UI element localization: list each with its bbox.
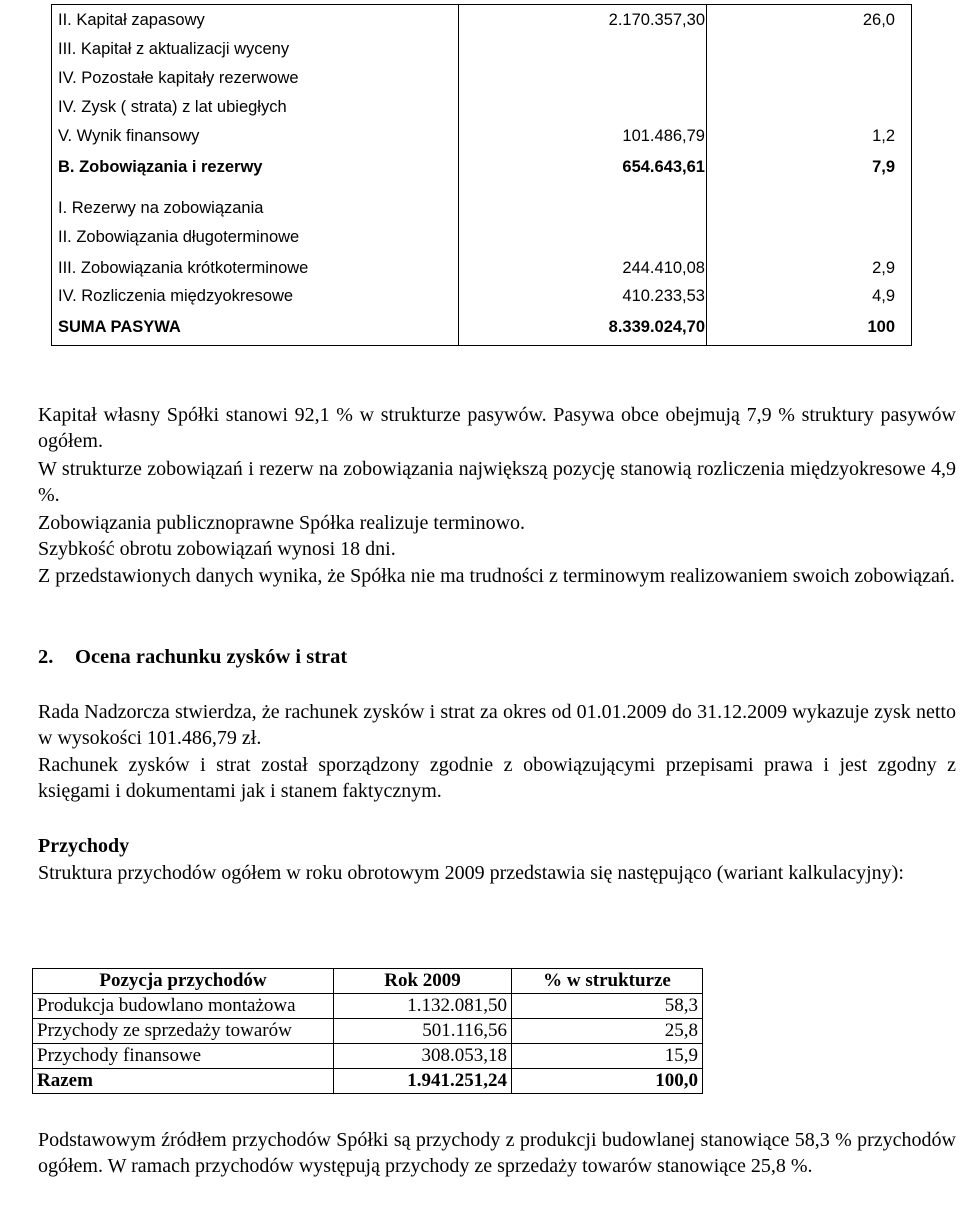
paragraph: W strukturze zobowiązań i rezerw na zobowiązania największą pozycję stanowią rozliczenia międzyokresowe 4,9 %. bbox=[38, 458, 956, 506]
row-label: III. Zobowiązania krótkoterminowe bbox=[58, 259, 309, 277]
table-row bbox=[52, 314, 911, 342]
table-row bbox=[52, 195, 911, 223]
table-row bbox=[52, 94, 911, 122]
table-total-row bbox=[33, 1069, 703, 1094]
row-value: 8.339.024,70 bbox=[608, 318, 705, 336]
table-cell: 100,0 bbox=[512, 1069, 703, 1094]
row-percent: 1,2 bbox=[872, 127, 895, 145]
row-label: I. Rezerwy na zobowiązania bbox=[58, 199, 264, 217]
row-percent: 26,0 bbox=[862, 11, 895, 29]
table-row bbox=[52, 36, 911, 64]
table-cell: 25,8 bbox=[512, 1019, 703, 1044]
section-heading bbox=[38, 646, 347, 669]
row-label: V. Wynik finansowy bbox=[58, 127, 200, 145]
paragraph: Zobowiązania publicznoprawne Spółka realizuje terminowo. bbox=[38, 512, 526, 534]
column-header: Rok 2009 bbox=[334, 969, 512, 994]
row-label: IV. Rozliczenia międzyokresowe bbox=[58, 287, 294, 305]
table-header-row bbox=[33, 969, 703, 994]
table-cell: Przychody finansowe bbox=[33, 1044, 334, 1069]
table-cell: Produkcja budowlano montażowa bbox=[33, 994, 334, 1019]
table-row bbox=[52, 224, 911, 252]
row-value: 244.410,08 bbox=[622, 259, 705, 277]
row-value: 2.170.357,30 bbox=[608, 11, 705, 29]
table-cell: 15,9 bbox=[512, 1044, 703, 1069]
row-value: 410.233,53 bbox=[622, 287, 705, 305]
table-row bbox=[33, 1019, 703, 1044]
row-label: IV. Zysk ( strata) z lat ubiegłych bbox=[58, 98, 287, 116]
row-percent: 4,9 bbox=[872, 287, 895, 305]
column-header: % w strukturze bbox=[512, 969, 703, 994]
row-label: II. Zobowiązania długoterminowe bbox=[58, 228, 300, 246]
table-cell: 1.941.251,24 bbox=[334, 1069, 512, 1094]
row-label: IV. Pozostałe kapitały rezerwowe bbox=[58, 69, 299, 87]
paragraph: Rada Nadzorcza stwierdza, że rachunek zysków i strat za okres od 01.01.2009 do 31.12.2009 wykazuje zysk netto w wysokości 101.486,79 zł. bbox=[38, 701, 956, 749]
table-cell: 58,3 bbox=[512, 994, 703, 1019]
table-row bbox=[52, 283, 911, 311]
table-cell: 1.132.081,50 bbox=[334, 994, 512, 1019]
paragraph: Rachunek zysków i strat został sporządzony zgodnie z obowiązującymi przepisami prawa i jest zgodny z księgami i dokumentami jak i stanem faktycznym. bbox=[38, 754, 956, 802]
revenue-table bbox=[32, 968, 703, 1094]
paragraph: Kapitał własny Spółki stanowi 92,1 % w strukturze pasywów. Pasywa obce obejmują 7,9 % struktury pasywów ogółem. bbox=[38, 404, 956, 452]
table-row bbox=[52, 154, 911, 182]
table-row bbox=[52, 65, 911, 93]
row-label: II. Kapitał zapasowy bbox=[58, 11, 205, 29]
table-row bbox=[52, 7, 911, 35]
paragraph: Z przedstawionych danych wynika, że Spółka nie ma trudności z terminowym realizowaniem swoich zobowiązań. bbox=[38, 565, 955, 587]
row-value: 654.643,61 bbox=[622, 158, 705, 176]
pasywa-table bbox=[51, 4, 912, 346]
table-row bbox=[52, 123, 911, 151]
row-label: SUMA PASYWA bbox=[58, 318, 181, 336]
section-number: 2. bbox=[38, 646, 54, 668]
row-value: 101.486,79 bbox=[622, 127, 705, 145]
table-cell: 501.116,56 bbox=[334, 1019, 512, 1044]
paragraph: Podstawowym źródłem przychodów Spółki są przychody z produkcji budowlanej stanowiące 58,3 % przychodów ogółem. W ramach przychodów występują przychody ze sprzedaży towarów stanowiące 25,8 %. bbox=[38, 1129, 956, 1177]
table-cell: Razem bbox=[33, 1069, 334, 1094]
row-percent: 100 bbox=[867, 318, 895, 336]
row-percent: 7,9 bbox=[872, 158, 895, 176]
table-row bbox=[33, 994, 703, 1019]
table-row bbox=[52, 255, 911, 283]
table-cell: 308.053,18 bbox=[334, 1044, 512, 1069]
subheading: Przychody bbox=[38, 835, 130, 857]
row-label: III. Kapitał z aktualizacji wyceny bbox=[58, 40, 290, 58]
column-header: Pozycja przychodów bbox=[33, 969, 334, 994]
table-row bbox=[33, 1044, 703, 1069]
paragraph: Struktura przychodów ogółem w roku obrotowym 2009 przedstawia się następująco (wariant kalkulacyjny): bbox=[38, 862, 904, 884]
section-title: Ocena rachunku zysków i strat bbox=[75, 646, 348, 668]
table-cell: Przychody ze sprzedaży towarów bbox=[33, 1019, 334, 1044]
paragraph: Szybkość obrotu zobowiązań wynosi 18 dni. bbox=[38, 538, 396, 560]
row-percent: 2,9 bbox=[872, 259, 895, 277]
row-label: B. Zobowiązania i rezerwy bbox=[58, 158, 263, 176]
